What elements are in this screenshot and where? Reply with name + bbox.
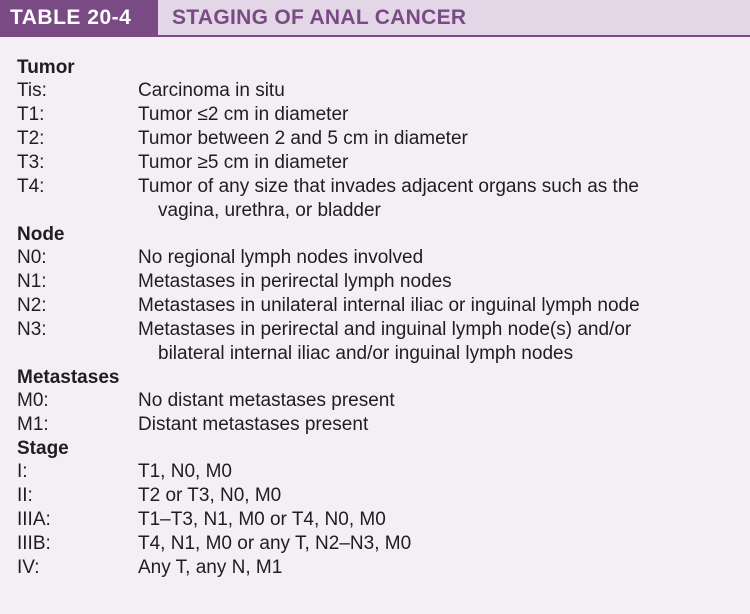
row-description [138,389,750,413]
row-code: N1: [17,271,47,292]
row-description [138,175,750,223]
section-title: Node [17,224,65,245]
row-description [138,151,750,175]
row-description [138,270,750,294]
row-code: T4: [17,176,45,197]
row-description [138,318,750,366]
table-row [0,175,750,223]
row-code: IIIB: [17,533,51,554]
description-line: No regional lymph nodes involved [138,247,424,268]
row-description [138,508,750,532]
section-title: Metastases [17,367,120,388]
description-line: Tumor of any size that invades adjacent organs such as the [138,176,639,197]
description-line: T1–T3, N1, M0 or T4, N0, M0 [138,509,386,530]
description-line: Tumor ≤2 cm in diameter [138,104,349,125]
description-continuation: bilateral internal iliac and/or inguinal lymph nodes [158,343,574,364]
row-code: T3: [17,152,45,173]
row-description [138,79,750,103]
row-description [138,294,750,318]
table-row [0,294,750,318]
section-tumor [0,57,750,223]
table-row [0,508,750,532]
row-description [138,484,750,508]
table-title: STAGING OF ANAL CANCER [172,6,467,29]
table-body [0,56,750,580]
row-code: IIIA: [17,509,51,530]
row-code: N3: [17,319,47,340]
row-description [138,413,750,437]
row-code: T2: [17,128,45,149]
row-description [138,246,750,270]
row-description [138,127,750,151]
table-row [0,270,750,294]
description-line: Metastases in perirectal lymph nodes [138,271,452,292]
description-line: Any T, any N, M1 [138,557,283,578]
row-code: I: [17,461,28,482]
section-stage [0,438,750,580]
table-row [0,413,750,437]
table-row [0,484,750,508]
row-code: II: [17,485,33,506]
table-row [0,246,750,270]
row-code: IV: [17,557,40,578]
description-line: Distant metastases present [138,414,369,435]
table-number-label: TABLE 20-4 [0,0,158,35]
row-description [138,532,750,556]
description-line: Metastases in unilateral internal iliac or inguinal lymph node [138,295,640,316]
row-description [138,103,750,127]
table-row [0,389,750,413]
table-row [0,151,750,175]
table-row [0,103,750,127]
row-code: N2: [17,295,47,316]
table-row [0,532,750,556]
row-description [138,460,750,484]
description-continuation: vagina, urethra, or bladder [158,200,381,221]
description-line: Tumor ≥5 cm in diameter [138,152,349,173]
row-code: Tis: [17,80,47,101]
section-title: Tumor [17,57,75,78]
row-code: M0: [17,390,49,411]
section-node [0,224,750,366]
row-description [138,556,750,580]
row-code: T1: [17,104,45,125]
row-code: N0: [17,247,47,268]
section-title: Stage [17,438,69,459]
section-metastases [0,367,750,437]
table-row [0,556,750,580]
description-line: Carcinoma in situ [138,80,285,101]
table-row [0,79,750,103]
description-line: No distant metastases present [138,390,395,411]
row-code: M1: [17,414,49,435]
table-header [0,0,750,37]
description-line: Tumor between 2 and 5 cm in diameter [138,128,468,149]
table-row [0,318,750,366]
description-line: Metastases in perirectal and inguinal lymph node(s) and/or [138,319,632,340]
table-row [0,460,750,484]
description-line: T4, N1, M0 or any T, N2–N3, M0 [138,533,412,554]
description-line: T2 or T3, N0, M0 [138,485,282,506]
table-row [0,127,750,151]
description-line: T1, N0, M0 [138,461,232,482]
